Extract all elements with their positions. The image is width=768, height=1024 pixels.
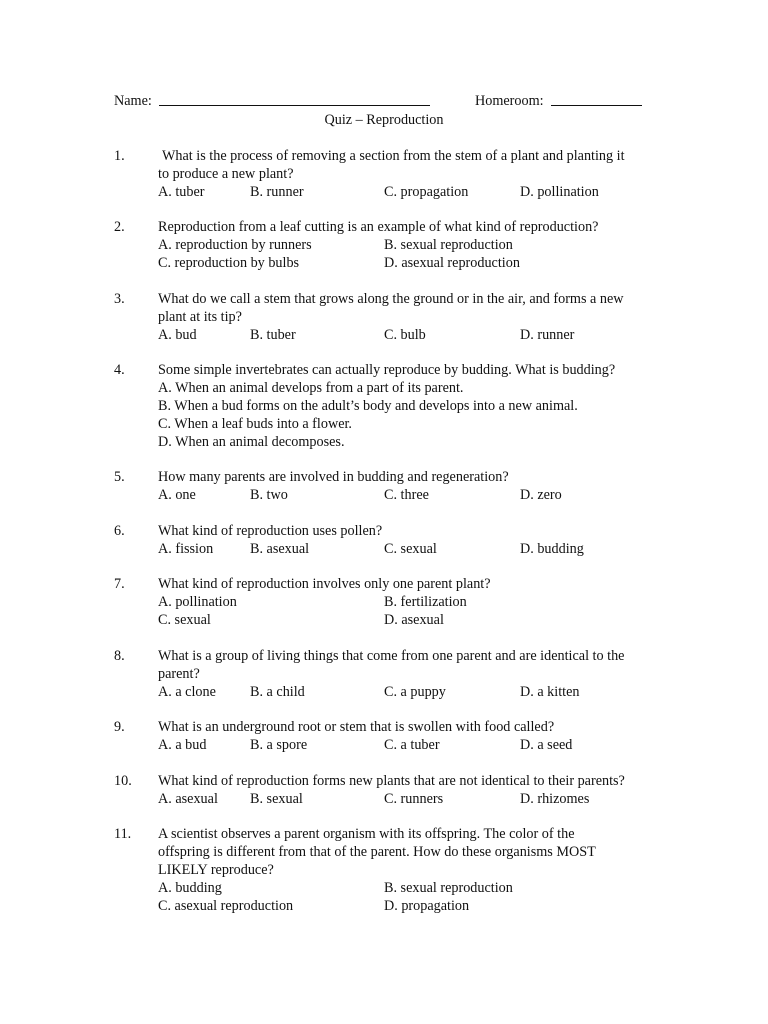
answer-option[interactable]: C. reproduction by bulbs bbox=[158, 255, 300, 271]
question-number: 3. bbox=[114, 291, 125, 307]
question-text: A scientist observes a parent organism with its offspring. The color of the bbox=[158, 826, 575, 842]
answer-option[interactable]: C. a puppy bbox=[384, 684, 446, 700]
question-text: What is a group of living things that come from one parent and are identical to the bbox=[158, 648, 625, 664]
answer-option[interactable]: B. runner bbox=[250, 184, 304, 200]
answer-option[interactable]: D. asexual reproduction bbox=[384, 255, 520, 271]
answer-option[interactable]: B. asexual bbox=[250, 541, 310, 557]
answer-option[interactable]: D. a kitten bbox=[520, 684, 580, 700]
question-text: plant at its tip? bbox=[158, 309, 242, 325]
question-text: to produce a new plant? bbox=[158, 166, 294, 182]
answer-options bbox=[158, 611, 678, 629]
question-text: LIKELY reproduce? bbox=[158, 862, 274, 878]
question-text: Reproduction from a leaf cutting is an example of what kind of reproduction? bbox=[158, 219, 599, 235]
answer-option[interactable]: D. zero bbox=[520, 487, 562, 503]
answer-options bbox=[158, 879, 678, 897]
answer-option[interactable]: C. sexual bbox=[384, 541, 437, 557]
answer-option[interactable]: B. a spore bbox=[250, 737, 308, 753]
question-number: 6. bbox=[114, 523, 125, 539]
answer-option[interactable]: A. tuber bbox=[158, 184, 205, 200]
question-number: 8. bbox=[114, 648, 125, 664]
answer-option[interactable]: B. fertilization bbox=[384, 594, 467, 610]
answer-option[interactable]: A. bud bbox=[158, 327, 197, 343]
answer-option[interactable]: C. sexual bbox=[158, 612, 211, 628]
question-text: How many parents are involved in budding and regeneration? bbox=[158, 469, 509, 485]
quiz-header bbox=[114, 92, 654, 112]
name-label: Name: bbox=[114, 93, 152, 109]
answer-option[interactable]: D. budding bbox=[520, 541, 584, 557]
question-text: What is the process of removing a section from the stem of a plant and planting it bbox=[162, 148, 625, 164]
question-number: 9. bbox=[114, 719, 125, 735]
answer-options bbox=[158, 254, 678, 272]
answer-option[interactable]: A. one bbox=[158, 487, 196, 503]
answer-option[interactable]: A. asexual bbox=[158, 791, 218, 807]
question-number: 5. bbox=[114, 469, 125, 485]
answer-options bbox=[158, 236, 678, 254]
answer-options bbox=[158, 683, 678, 701]
question-number: 1. bbox=[114, 148, 125, 164]
answer-option[interactable]: A. When an animal develops from a part of its parent. bbox=[158, 380, 464, 396]
question-text: parent? bbox=[158, 666, 200, 682]
question-text: What is an underground root or stem that is swollen with food called? bbox=[158, 719, 555, 735]
question-text: What kind of reproduction forms new plants that are not identical to their parents? bbox=[158, 773, 625, 789]
question-number: 11. bbox=[114, 826, 132, 842]
answer-option[interactable]: D. runner bbox=[520, 327, 575, 343]
answer-option[interactable]: B. sexual reproduction bbox=[384, 880, 513, 896]
answer-option[interactable]: D. propagation bbox=[384, 898, 470, 914]
answer-option[interactable]: A. pollination bbox=[158, 594, 237, 610]
question-text: offspring is different from that of the parent. How do these organisms MOST bbox=[158, 844, 596, 860]
answer-options bbox=[158, 736, 678, 754]
quiz-title: Quiz – Reproduction bbox=[324, 112, 444, 128]
answer-option[interactable]: A. a bud bbox=[158, 737, 207, 753]
answer-option[interactable]: D. When an animal decomposes. bbox=[158, 434, 345, 450]
answer-option[interactable]: B. sexual reproduction bbox=[384, 237, 513, 253]
answer-options bbox=[158, 486, 678, 504]
answer-options bbox=[158, 326, 678, 344]
answer-option[interactable]: D. rhizomes bbox=[520, 791, 590, 807]
answer-options bbox=[158, 790, 678, 808]
answer-option[interactable]: A. fission bbox=[158, 541, 214, 557]
homeroom-blank-line[interactable] bbox=[551, 105, 642, 106]
question-text: Some simple invertebrates can actually reproduce by budding. What is budding? bbox=[158, 362, 616, 378]
answer-option[interactable]: C. a tuber bbox=[384, 737, 440, 753]
answer-option[interactable]: A. budding bbox=[158, 880, 222, 896]
answer-option[interactable]: C. bulb bbox=[384, 327, 426, 343]
question-number: 7. bbox=[114, 576, 125, 592]
answer-option[interactable]: B. tuber bbox=[250, 327, 296, 343]
answer-option[interactable]: D. asexual bbox=[384, 612, 444, 628]
answer-options bbox=[158, 593, 678, 611]
answer-option[interactable]: C. asexual reproduction bbox=[158, 898, 294, 914]
answer-option[interactable]: C. three bbox=[384, 487, 429, 503]
question-number: 10. bbox=[114, 773, 132, 789]
answer-options bbox=[158, 540, 678, 558]
answer-option[interactable]: C. propagation bbox=[384, 184, 469, 200]
answer-option[interactable]: B. two bbox=[250, 487, 288, 503]
homeroom-label: Homeroom: bbox=[475, 93, 544, 109]
question-text: What kind of reproduction involves only one parent plant? bbox=[158, 576, 491, 592]
answer-option[interactable]: C. runners bbox=[384, 791, 444, 807]
answer-options bbox=[158, 183, 678, 201]
question-text: What kind of reproduction uses pollen? bbox=[158, 523, 383, 539]
answer-options bbox=[158, 897, 678, 915]
answer-option[interactable]: B. a child bbox=[250, 684, 305, 700]
answer-option[interactable]: B. When a bud forms on the adult’s body and develops into a new animal. bbox=[158, 398, 578, 414]
question-text: What do we call a stem that grows along the ground or in the air, and forms a new bbox=[158, 291, 624, 307]
name-blank-line[interactable] bbox=[159, 105, 430, 106]
question-number: 2. bbox=[114, 219, 125, 235]
answer-option[interactable]: C. When a leaf buds into a flower. bbox=[158, 416, 352, 432]
answer-option[interactable]: D. a seed bbox=[520, 737, 573, 753]
answer-option[interactable]: D. pollination bbox=[520, 184, 599, 200]
answer-option[interactable]: A. reproduction by runners bbox=[158, 237, 312, 253]
question-number: 4. bbox=[114, 362, 125, 378]
answer-option[interactable]: A. a clone bbox=[158, 684, 216, 700]
answer-option[interactable]: B. sexual bbox=[250, 791, 303, 807]
